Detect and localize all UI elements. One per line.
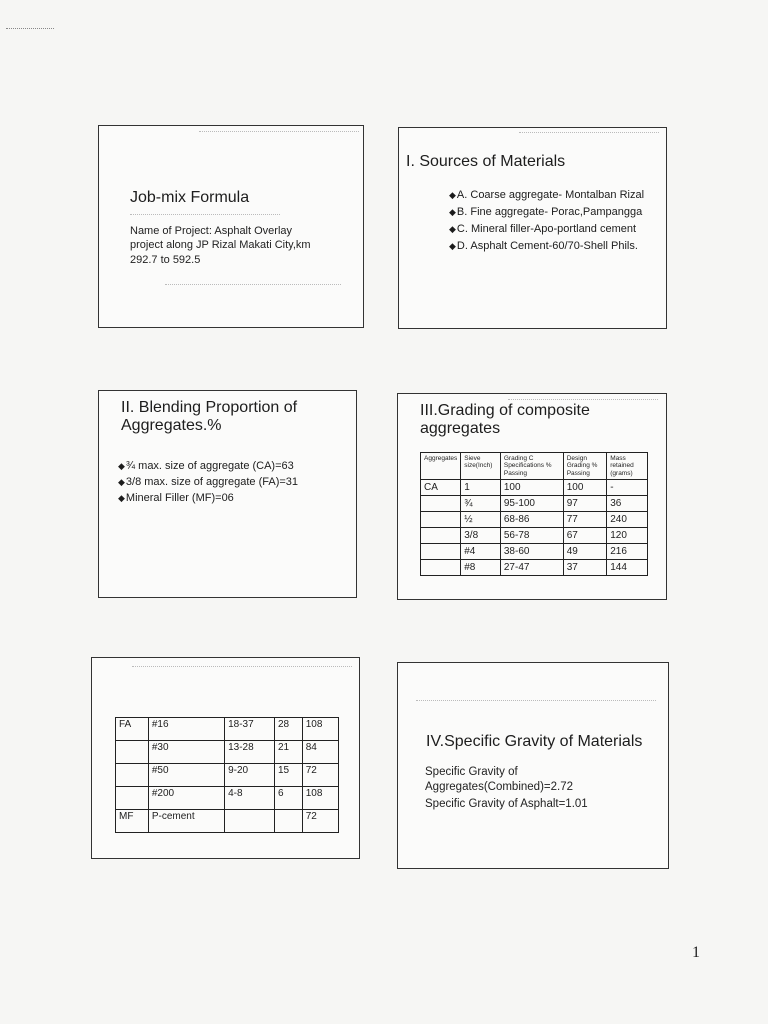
list-item: ◆D. Asphalt Cement-60/70-Shell Phils. [449, 240, 638, 253]
table-row [421, 528, 648, 544]
slide-job-mix-formula [98, 125, 364, 328]
table-cell: 6 [274, 787, 302, 810]
table-row [421, 512, 648, 528]
slide-sources-of-materials [398, 127, 667, 329]
table-cell: #50 [148, 764, 224, 787]
table-cell: 144 [607, 560, 648, 576]
table-row [116, 718, 339, 741]
diamond-bullet-icon: ◆ [449, 224, 456, 235]
project-name: Name of Project: Asphalt Overlay project along JP Rizal Makati City,km 292.7 to 592.5 [130, 225, 311, 266]
grading-continued-table [115, 717, 339, 833]
column-header: Grading C Specifications % Passing [500, 453, 563, 480]
table-cell [421, 512, 461, 528]
table-cell: 37 [563, 560, 607, 576]
table-cell: 36 [607, 496, 648, 512]
table-row [116, 787, 339, 810]
table-cell [116, 787, 149, 810]
page-number: 1 [692, 944, 700, 961]
table-cell: 15 [274, 764, 302, 787]
slide-title: I. Sources of Materials [406, 153, 566, 170]
asphalt-gravity: Specific Gravity of Asphalt=1.01 [425, 798, 588, 810]
column-header: Aggregates [421, 453, 461, 480]
table-cell: #8 [461, 560, 501, 576]
slide-title: II. Blending Proportion of Aggregates.% [121, 399, 298, 435]
slide-blending-proportion [98, 390, 357, 598]
diamond-bullet-icon: ◆ [449, 207, 456, 218]
table-header-row [421, 453, 648, 480]
table-cell: 108 [302, 718, 338, 741]
table-row [421, 544, 648, 560]
scan-dots [416, 700, 656, 701]
scan-dots [132, 666, 352, 667]
table-cell: #30 [148, 741, 224, 764]
list-item: ◆Mineral Filler (MF)=06 [118, 491, 234, 504]
table-cell: 18-37 [225, 718, 275, 741]
table-cell [421, 496, 461, 512]
table-cell: 67 [563, 528, 607, 544]
table-row [421, 560, 648, 576]
table-cell: MF [116, 810, 149, 833]
blending-list [118, 459, 298, 507]
slide-title: III.Grading of composite aggregates [420, 402, 590, 438]
list-item: ◆A. Coarse aggregate- Montalban Rizal [449, 189, 645, 201]
table-cell: 4-8 [225, 787, 275, 810]
grading-continued-table-body [116, 718, 339, 833]
scan-corner-mark [6, 12, 54, 29]
table-cell: 100 [563, 480, 607, 496]
list-item: ◆¾ max. size of aggregate (CA)=63 [118, 460, 294, 472]
column-header: Sieve size(Inch) [461, 453, 501, 480]
column-header: Mass retained (grams) [607, 453, 648, 480]
table-cell: 240 [607, 512, 648, 528]
table-cell: P-cement [148, 810, 224, 833]
table-cell: 108 [302, 787, 338, 810]
table-cell: #16 [148, 718, 224, 741]
table-cell: 21 [274, 741, 302, 764]
table-cell: FA [116, 718, 149, 741]
table-cell: 95-100 [500, 496, 563, 512]
list-item: ◆B. Fine aggregate- Porac,Pampangga [449, 206, 643, 219]
table-cell: 13-28 [225, 741, 275, 764]
table-cell [116, 741, 149, 764]
table-cell: 77 [563, 512, 607, 528]
diamond-bullet-icon: ◆ [449, 241, 456, 252]
slide-specific-gravity [397, 662, 669, 869]
table-row [116, 741, 339, 764]
table-cell: 56-78 [500, 528, 563, 544]
table-cell: 100 [500, 480, 563, 496]
list-item: ◆C. Mineral filler-Apo-portland cement [449, 223, 637, 236]
table-cell: 3/8 [461, 528, 501, 544]
table-row [421, 480, 648, 496]
table-cell: 72 [302, 810, 338, 833]
column-header: Design Grading % Passing [563, 453, 607, 480]
scan-dots [199, 131, 359, 132]
slide-grading-composite [397, 393, 667, 600]
slide-grading-continued [91, 657, 360, 859]
list-item: ◆3/8 max. size of aggregate (FA)=31 [118, 475, 299, 488]
slide-title: Job-mix Formula [130, 189, 250, 206]
title-underline [130, 214, 280, 215]
grading-table-body [421, 480, 648, 576]
diamond-bullet-icon: ◆ [118, 492, 125, 503]
table-cell: 72 [302, 764, 338, 787]
table-cell: CA [421, 480, 461, 496]
table-cell: ½ [461, 512, 501, 528]
diamond-bullet-icon: ◆ [118, 476, 125, 487]
slide-title: IV.Specific Gravity of Materials [426, 733, 643, 750]
table-cell: 1 [461, 480, 501, 496]
table-cell: #200 [148, 787, 224, 810]
grading-table [420, 452, 648, 576]
table-cell: #4 [461, 544, 501, 560]
table-cell [225, 810, 275, 833]
table-cell [421, 560, 461, 576]
table-cell: 9-20 [225, 764, 275, 787]
aggregate-gravity: Specific Gravity of Aggregates(Combined)=2.72 [425, 766, 573, 793]
diamond-bullet-icon: ◆ [449, 190, 456, 200]
diamond-bullet-icon: ◆ [118, 461, 125, 471]
scan-dots [519, 132, 659, 133]
table-row [421, 496, 648, 512]
table-cell: 216 [607, 544, 648, 560]
table-row [116, 764, 339, 787]
sources-list [449, 187, 644, 255]
table-cell: 28 [274, 718, 302, 741]
table-cell [116, 764, 149, 787]
table-cell: 120 [607, 528, 648, 544]
table-cell: ¾ [461, 496, 501, 512]
table-cell: - [607, 480, 648, 496]
scan-dots [508, 399, 658, 400]
table-cell: 49 [563, 544, 607, 560]
table-cell [274, 810, 302, 833]
table-cell: 27-47 [500, 560, 563, 576]
scan-dots [165, 284, 341, 285]
table-cell: 97 [563, 496, 607, 512]
table-cell: 68-86 [500, 512, 563, 528]
table-row [116, 810, 339, 833]
table-cell: 38-60 [500, 544, 563, 560]
table-cell [421, 544, 461, 560]
table-cell: 84 [302, 741, 338, 764]
table-cell [421, 528, 461, 544]
